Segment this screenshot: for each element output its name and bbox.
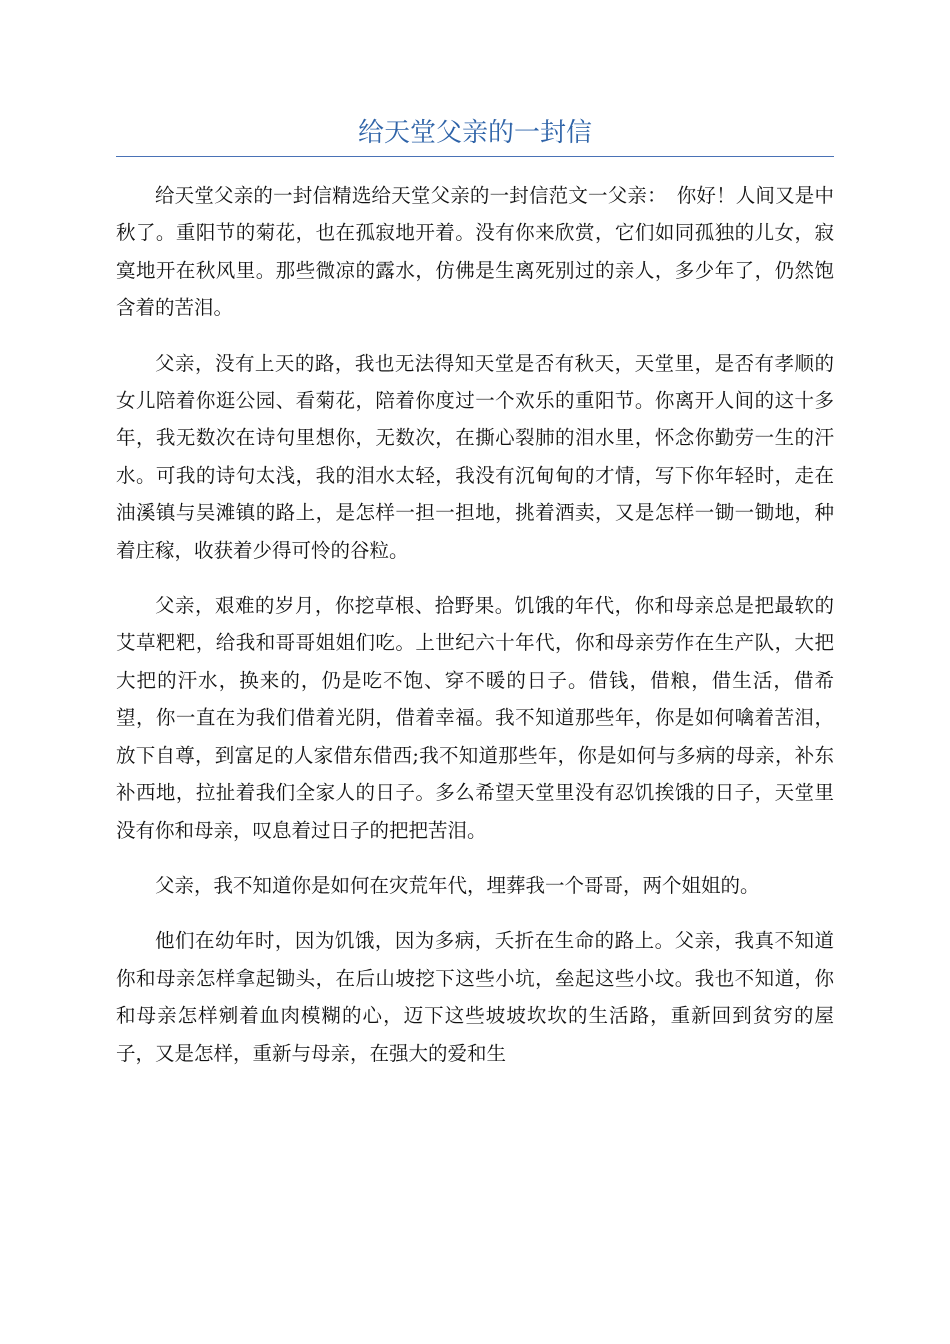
paragraph-4: 父亲，我不知道你是如何在灾荒年代，埋葬我一个哥哥，两个姐姐的。: [155, 873, 760, 897]
title-underline: [116, 156, 834, 157]
paragraph-5: 他们在幼年时，因为饥饿，因为多病，夭折在生命的路上。父亲，我真不知道你和母亲怎样拿起锄头，在后山坡挖下这些小坑，垒起这些小坟。我也不知道，你和母亲怎样剜着血肉模糊的心，迈下这些坡坡坎坎的生活路，重新回到贫穷的屋子，又是怎样，重新与母亲，在强大的爱和生: [116, 929, 834, 1065]
paragraph-1: 给天堂父亲的一封信精选给天堂父亲的一封信范文一父亲： 你好！人间又是中秋了。重阳节的菊花，也在孤寂地开着。没有你来欣赏，它们如同孤独的儿女，寂寞地开在秋风里。那些微凉的露水，仿佛是生离死别过的亲人，多少年了，仍然饱含着的苦泪。: [116, 184, 834, 320]
document-body: [116, 177, 834, 1072]
document-title: 给天堂父亲的一封信: [357, 118, 592, 148]
document-page: [116, 110, 834, 1090]
paragraph-3: 父亲，艰难的岁月，你挖草根、拾野果。饥饿的年代，你和母亲总是把最软的艾草粑粑，给我和哥哥姐姐们吃。上世纪六十年代，你和母亲劳作在生产队，大把大把的汗水，换来的，仍是吃不饱、穿不暖的日子。借钱，借粮，借生活，借希望，你一直在为我们借着光阴，借着幸福。我不知道那些年，你是如何噙着苦泪，放下自尊，到富足的人家借东借西;我不知道那些年，你是如何与多病的母亲，补东补西地，拉扯着我们全家人的日子。多么希望天堂里没有忍饥挨饿的日子，天堂里没有你和母亲，叹息着过日子的把把苦泪。: [116, 594, 834, 842]
paragraph-2: 父亲，没有上天的路，我也无法得知天堂是否有秋天，天堂里，是否有孝顺的女儿陪着你逛公园、看菊花，陪着你度过一个欢乐的重阳节。你离开人间的这十多年，我无数次在诗句里想你，无数次，在撕心裂肺的泪水里，怀念你勤劳一生的汗水。可我的诗句太浅，我的泪水太轻，我没有沉甸甸的才情，写下你年轻时，走在油溪镇与吴滩镇的路上，是怎样一担一担地，挑着酒卖，又是怎样一锄一锄地，种着庄稼，收获着少得可怜的谷粒。: [116, 351, 834, 562]
